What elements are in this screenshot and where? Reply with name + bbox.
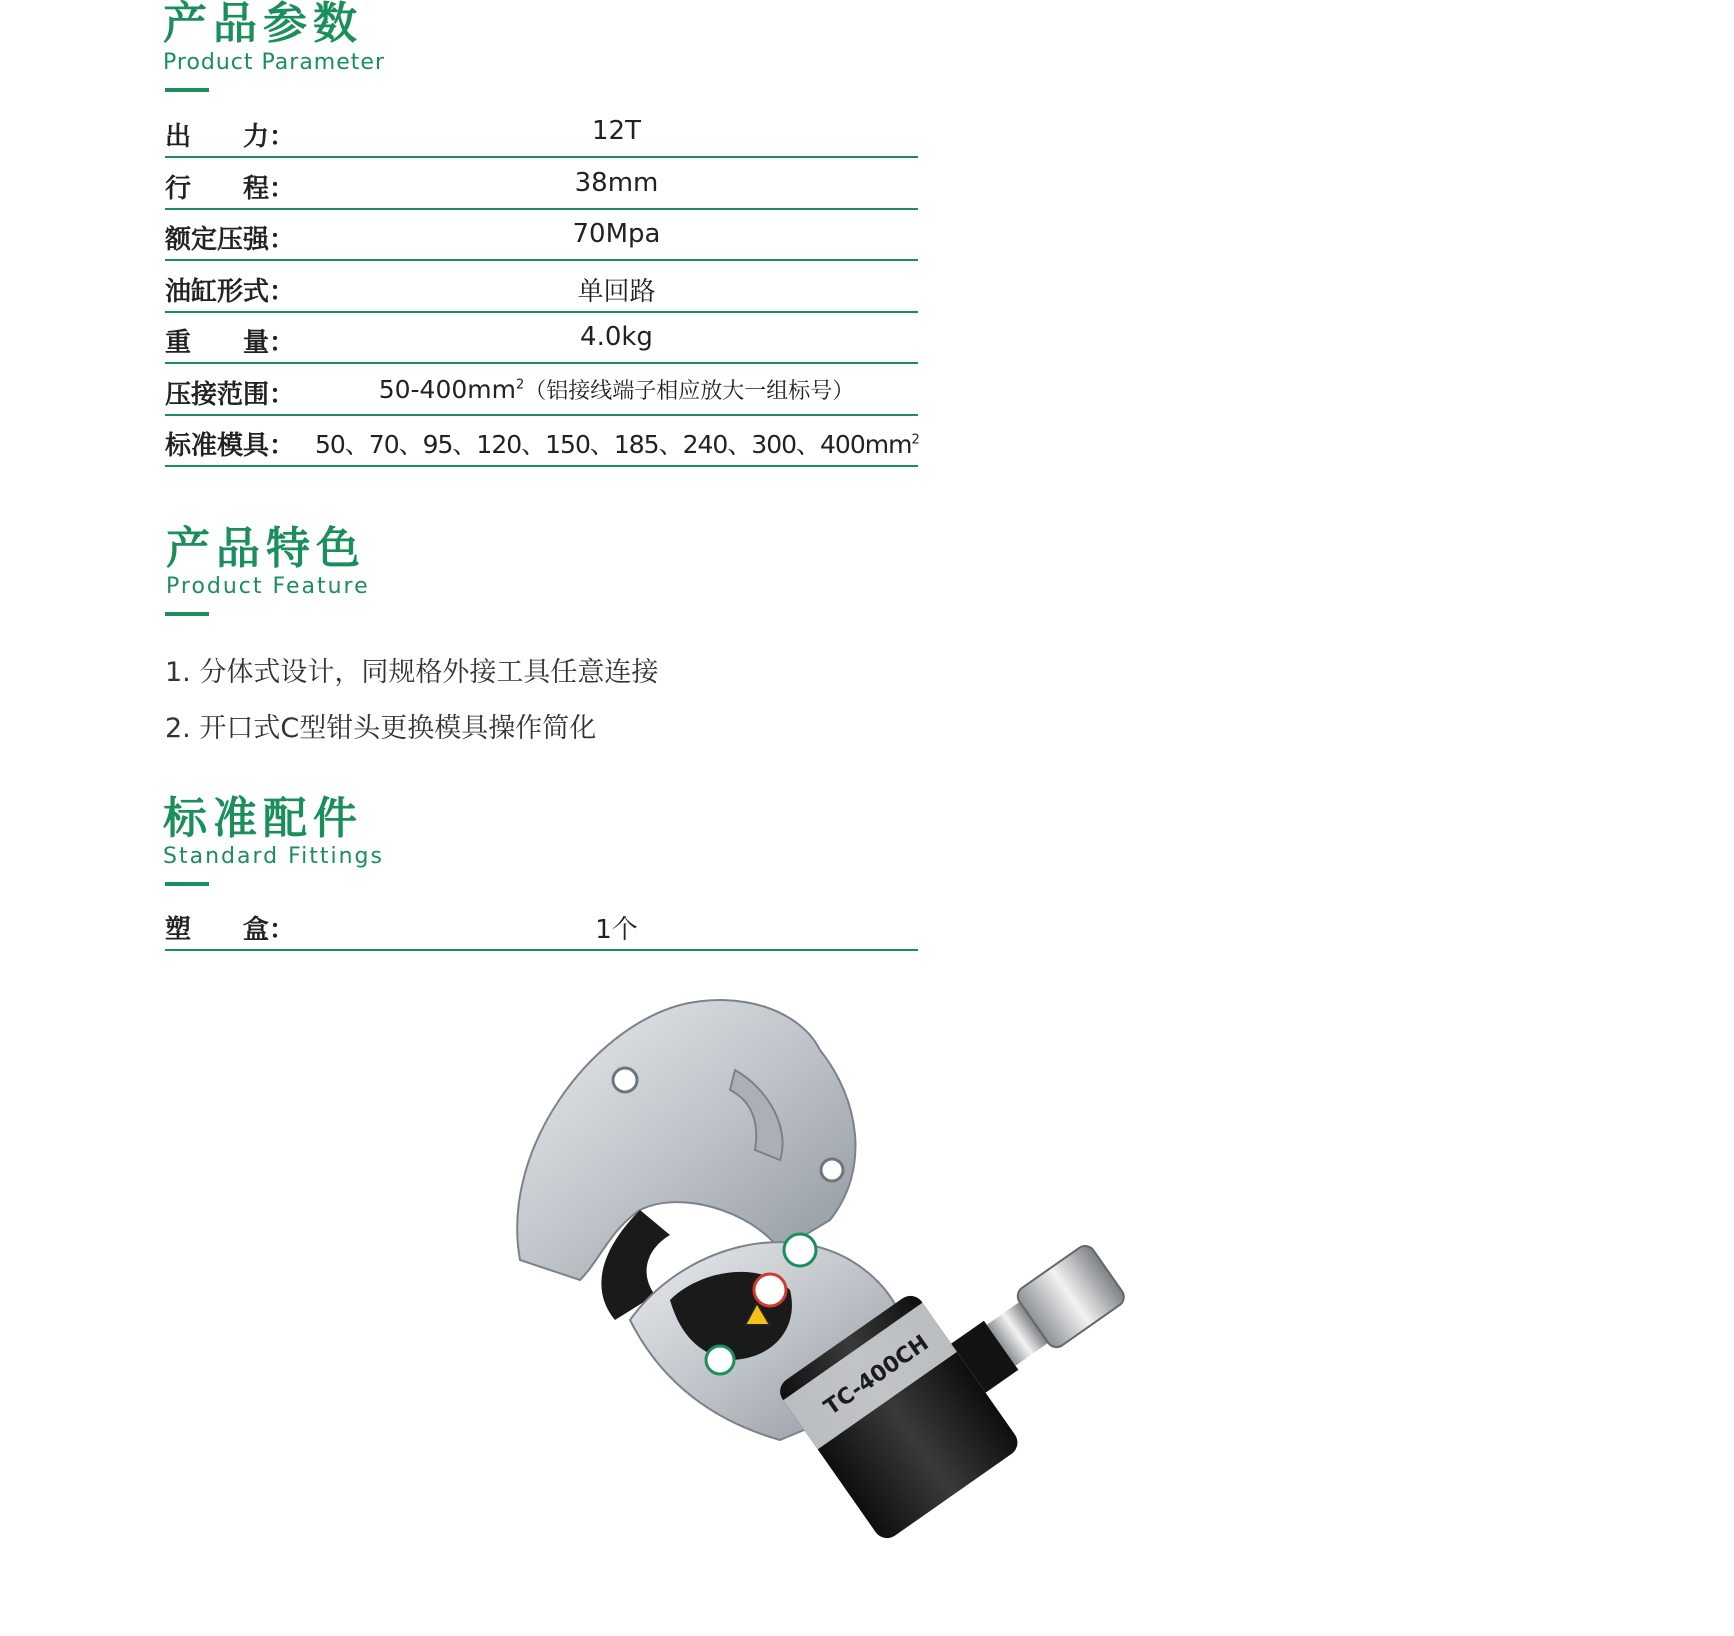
param-row-stroke [165, 158, 918, 210]
head-hole-1 [613, 1068, 637, 1092]
dies-value: 50、70、95、120、150、185、240、300、400mm [315, 430, 912, 459]
fittings-label: 塑 盒： [165, 915, 296, 945]
param-value: 12T [592, 116, 641, 146]
param-value [315, 374, 918, 405]
param-row-pressure [165, 209, 918, 261]
sticker-icon-2 [754, 1274, 786, 1306]
param-value [315, 425, 918, 461]
param-row-dies [165, 415, 918, 467]
param-value: 4.0kg [580, 322, 653, 352]
param-value: 70Mpa [572, 219, 661, 249]
fittings-section-subtitle: Standard Fittings [163, 844, 384, 869]
range-sup: 2 [515, 377, 525, 393]
dies-sup: 2 [911, 432, 919, 448]
feature-section-title: 产品特色 [166, 523, 366, 574]
fittings-section-bar [165, 882, 209, 886]
param-row-weight [165, 312, 918, 364]
feature-section-bar [165, 612, 209, 616]
param-label: 行 程： [165, 174, 296, 204]
range-value: 50-400mm [378, 375, 516, 404]
feature-item: 2. 开口式C型钳头更换模具操作简化 [165, 713, 597, 744]
param-label: 重 量： [165, 328, 296, 358]
param-section-title: 产品参数 [163, 0, 363, 49]
product-photo [480, 990, 1260, 1610]
sticker-icon-1 [784, 1234, 816, 1266]
cylinder-model-label: TC-400CH [819, 1330, 934, 1421]
param-section-bar [165, 88, 209, 92]
feature-section-subtitle: Product Feature [166, 574, 370, 599]
sticker-icon-3 [706, 1346, 734, 1374]
fittings-row-box [165, 899, 918, 951]
param-row-range [165, 364, 918, 416]
param-value: 38mm [574, 168, 659, 198]
fittings-section-title: 标准配件 [163, 793, 363, 844]
param-section-subtitle: Product Parameter [163, 50, 385, 75]
param-value: 单回路 [577, 277, 656, 307]
fittings-value: 1个 [595, 915, 638, 945]
param-row-force [165, 106, 918, 158]
range-note: （铝接线端子相应放大一组标号） [524, 379, 855, 404]
param-label: 出 力： [165, 122, 296, 152]
param-label: 油缸形式： [165, 277, 296, 307]
param-label: 额定压强： [165, 225, 296, 255]
head-hole-2 [821, 1159, 843, 1181]
param-label: 标准模具： [165, 431, 296, 461]
feature-item: 1. 分体式设计，同规格外接工具任意连接 [165, 657, 659, 688]
param-label: 压接范围： [165, 380, 296, 410]
param-row-cylinder [165, 261, 918, 313]
